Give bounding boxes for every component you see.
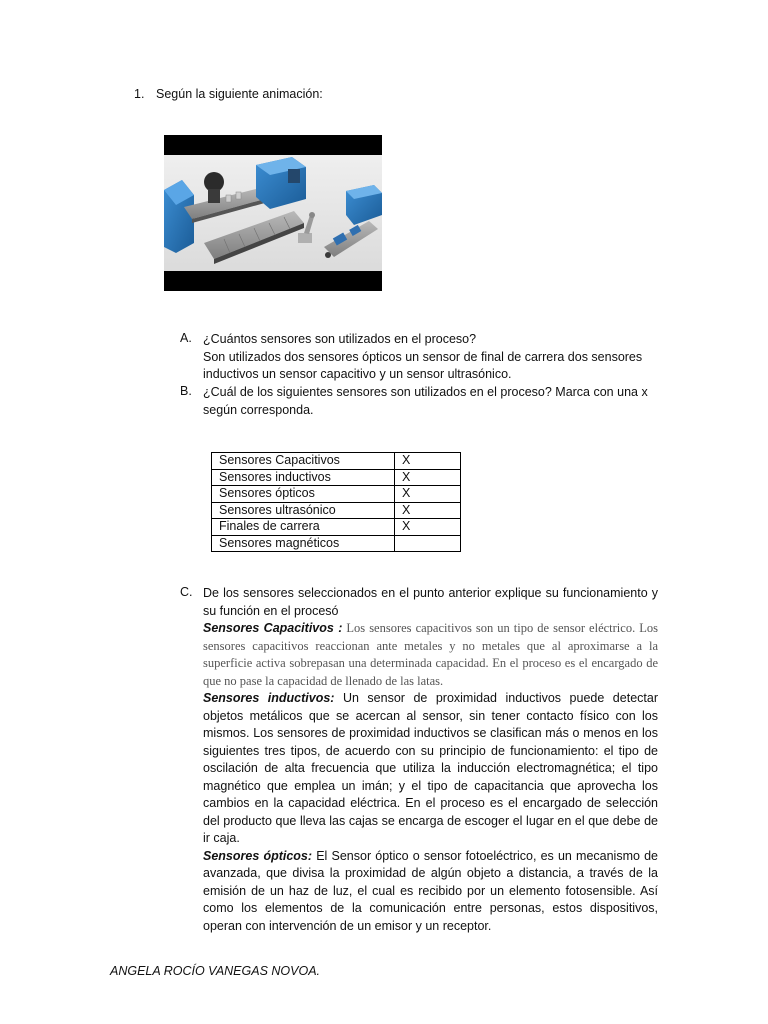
table-row	[212, 469, 461, 486]
item-a-question: ¿Cuántos sensores son utilizados en el proceso?	[203, 332, 477, 346]
sensor-mark: X	[395, 486, 461, 503]
sensor-mark: X	[395, 469, 461, 486]
table-row	[212, 453, 461, 470]
inductivos-paragraph	[203, 690, 658, 848]
item-c-question: De los sensores seleccionados en el punto anterior explique su funcionamiento y su función en el procesó	[203, 586, 658, 618]
sensor-name: Sensores ópticos	[212, 486, 395, 503]
capacitivos-text: Los sensores capacitivos son un tipo de sensor eléctrico. Los sensores capacitivos reaccionan ante metales y no metales que al aproximarse a la superficie activa sobrepasan una determinada capacidad. En el proceso es el encargado de que no pase la capacidad de llenado de las latas.	[203, 621, 658, 688]
sensor-mark: X	[395, 519, 461, 536]
inductivos-text: Un sensor de proximidad inductivos puede detectar objetos metálicos que se acercan al sensor, sin tener contacto físico con los mismos. Los sensores de proximidad inductivos se clasifican más o menos en los siguientes tres tipos, de acuerdo con su principio de funcionamiento: el tipo de oscilación de alta frecuencia que utiliza la inducción electromagnética; el tipo magnético que emplea un imán; y el tipo de capacitancia que aprovecha los cambios en la capacidad eléctrica. En el proceso es el encargado de selección del producto que lleva las cajas se encarga de escoger el lugar en el que debe de ir caja.	[203, 691, 658, 845]
footer-author: ANGELA ROCÍO VANEGAS NOVOA.	[110, 964, 321, 978]
sensor-name: Sensores ultrasónico	[212, 502, 395, 519]
item-letter: B.	[180, 384, 192, 398]
sensor-mark: X	[395, 502, 461, 519]
table-row	[212, 519, 461, 536]
item-b-question: ¿Cuál de los siguientes sensores son utilizados en el proceso? Marca con una x según corresponda.	[203, 385, 648, 417]
sensor-name: Sensores magnéticos	[212, 535, 395, 552]
question-number: 1.	[134, 87, 145, 101]
question-1	[134, 87, 323, 101]
item-a-answer: Son utilizados dos sensores ópticos un sensor de final de carrera dos sensores inductivos un sensor capacitivo y un sensor ultrasónico.	[203, 349, 643, 381]
sensor-name: Finales de carrera	[212, 519, 395, 536]
capacitivos-paragraph	[203, 620, 658, 690]
opticos-paragraph	[203, 848, 658, 936]
table-row	[212, 502, 461, 519]
sensor-mark	[395, 535, 461, 552]
sensor-mark: X	[395, 453, 461, 470]
process-animation-image	[164, 135, 382, 291]
table-row	[212, 535, 461, 552]
conveyor-process-illustration	[164, 135, 382, 291]
opticos-label: Sensores ópticos:	[203, 848, 313, 863]
opticos-text: El Sensor óptico o sensor fotoeléctrico, es un mecanismo de avanzada, que divisa la proximidad de algún objeto a distancia, a través de la emisión de un haz de luz, el cual es recibido por un elemento fotosensible. Así como los elementos de la comunicación entre personas, estos dispositivos, operan con intervención de un emisor y un receptor.	[203, 848, 658, 933]
table-row	[212, 486, 461, 503]
inductivos-label: Sensores inductivos:	[203, 691, 335, 705]
item-letter: A.	[180, 331, 192, 345]
sensor-name: Sensores Capacitivos	[212, 453, 395, 470]
capacitivos-label: Sensores Capacitivos :	[203, 621, 343, 635]
item-letter: C.	[180, 585, 193, 599]
sensor-name: Sensores inductivos	[212, 469, 395, 486]
sensor-table	[211, 452, 461, 552]
question-text: Según la siguiente animación:	[156, 87, 323, 101]
